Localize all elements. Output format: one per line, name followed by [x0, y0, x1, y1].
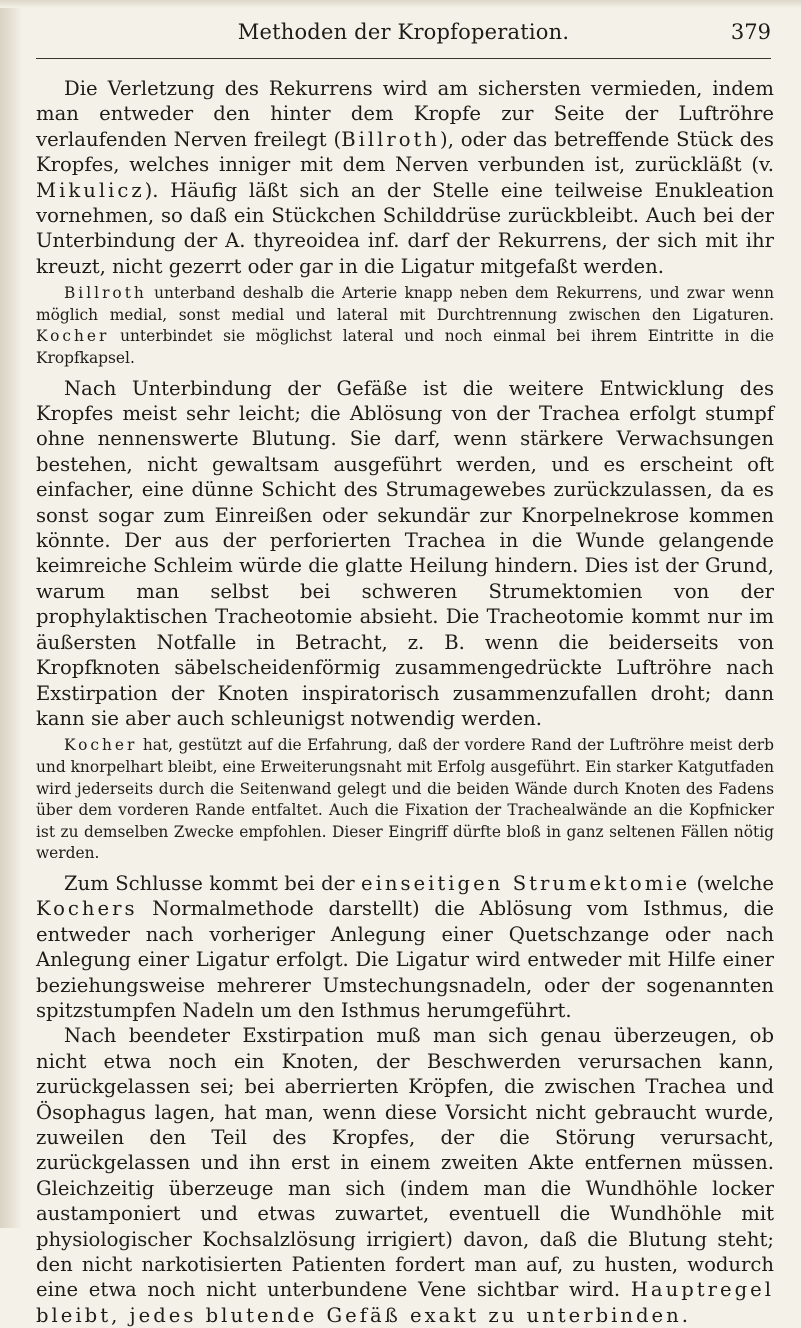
text-run: (welche	[690, 871, 774, 895]
text-run: hat, gestützt auf die Erfahrung, daß der vordere Rand der Luftröhre meist derb und knorpelhart bleibt, eine Erweiterungsnaht mit Erfolg ausgeführt. Ein starker Katgutfaden wird jederseits durch die Seitenwand gelegt und die beiden Wände durch Knoten des Fadens über dem vorderen Rande entfaltet. Auch die Fixation der Trachealwände an die Kopfnicker ist zu demselben Zwecke empfohlen. Dieser Eingriff dürfte bloß in ganz seltenen Fällen nötig werden.	[36, 736, 774, 863]
running-title: Methoden der Kropfoperation.	[237, 20, 570, 44]
paragraph	[36, 76, 774, 279]
text-run: Nach beendeter Exstirpation muß man sich genau überzeugen, ob nicht etwa noch ein Knoten, der Beschwerden verursachen kann, zurückgelassen sei; bei aberrierten Kröpfen, die zwischen Trachea und Ösophagus lagen, hat man, wenn diese Vorsicht nicht gebraucht wurde, zuweilen den Teil des Kropfes, der die Störung verursacht, zurückgelassen und ihn erst in einem zweiten Akte entfernen müssen. Gleichzeitig überzeuge man sich (indem man die Wundhöhle locker austamponiert und etwas zuwartet, eventuell die Wundhöhle mit physiologischer Kochsalzlösung irrigiert) davon, daß die Blutung steht; den nicht narkotisierten Patienten fordert man auf, zu husten, wodurch eine etwa noch nicht unterbundene Vene sichtbar wird.	[36, 1024, 774, 1302]
emphasized-text: Kocher	[36, 327, 110, 346]
page-number: 379	[730, 20, 771, 44]
emphasized-text: Kocher	[64, 736, 138, 755]
paragraph	[36, 376, 774, 732]
text-run: ). Häufig läßt sich an der Stelle eine teilweise Enukleation vornehmen, so daß ein Stückchen Schilddrüse zurückbleibt. Auch bei der Unterbindung der A. thyreoidea inf. darf der Rekurrens, der sich mit ihr kreuzt, nicht gezerrt oder gar in die Ligatur mitgefaßt werden.	[36, 178, 774, 278]
footnote-paragraph	[36, 283, 774, 369]
footnote-paragraph	[36, 735, 774, 865]
page-header	[36, 8, 771, 59]
paragraph	[36, 1023, 774, 1328]
text-run: unterband deshalb die Arterie knapp neben dem Rekurrens, und zwar wenn möglich medial, sonst medial und lateral mit Durchtrennung zwischen den Ligaturen.	[36, 284, 774, 324]
page-binding-shadow	[0, 0, 22, 1228]
emphasized-text: Mikulicz	[36, 178, 145, 202]
emphasized-text: Hauptregel bleibt, jedes blutende Gefäß exakt zu unterbinden.	[36, 1278, 774, 1327]
text-run: Zum Schlusse kommt bei der	[64, 871, 361, 895]
text-run: ), oder das betreffende Stück des Kropfes, welches inniger mit dem Nerven verbunden ist, zurückläßt (v.	[36, 127, 774, 177]
emphasized-text: Billroth	[64, 284, 147, 303]
emphasized-text: einseitigen Strumektomie	[361, 871, 691, 895]
text-run: Die Verletzung des Rekurrens wird am sichersten vermieden, indem man entweder den hinter dem Kropfe zur Seite der Luftröhre verlaufenden Nerven freilegt (	[36, 77, 774, 151]
emphasized-text: Billroth	[341, 127, 441, 151]
body-text	[36, 76, 774, 1328]
paragraph	[36, 871, 774, 1023]
text-run: Normalmethode darstellt) die Ablösung vom Isthmus, die entweder nach vorheriger Anlegung einer Quetschzange oder nach Anlegung einer Ligatur erfolgt. Die Ligatur wird entweder mit Hilfe einer beziehungsweise mehrerer Umstechungsnadeln, oder der sogenannten spitzstumpfen Nadeln um den Isthmus herumgeführt.	[36, 897, 774, 1022]
text-run: Nach Unterbindung der Gefäße ist die weitere Entwicklung des Kropfes meist sehr leicht; die Ablösung von der Trachea erfolgt stumpf ohne nennenswerte Blutung. Sie darf, wenn stärkere Verwachsungen bestehen, nicht gewaltsam ausgeführt werden, und es erscheint oft einfacher, eine dünne Schicht des Strumagewebes zurückzulassen, da es sonst sogar zum Einreißen oder sekundär zur Knorpelnekrose kommen könnte. Der aus der perforierten Trachea in die Wunde gelangende keimreiche Schleim würde die glatte Heilung hindern. Dies ist der Grund, warum man selbst bei schweren Strumektomien von der prophylaktischen Tracheotomie absieht. Die Tracheotomie kommt nur im äußersten Notfalle in Betracht, z. B. wenn die beiderseits von Kropfknoten säbelscheidenförmig zusammengedrückte Luftröhre nach Exstirpation der Knoten inspiratorisch zusammenzufallen droht; dann kann sie aber auch schleunigst notwendig werden.	[36, 376, 774, 730]
emphasized-text: Kochers	[36, 897, 138, 921]
page-top-shadow	[0, 0, 801, 8]
text-run: unterbindet sie möglichst lateral und noch einmal bei ihrem Eintritte in die Kropfkapsel.	[36, 327, 774, 368]
